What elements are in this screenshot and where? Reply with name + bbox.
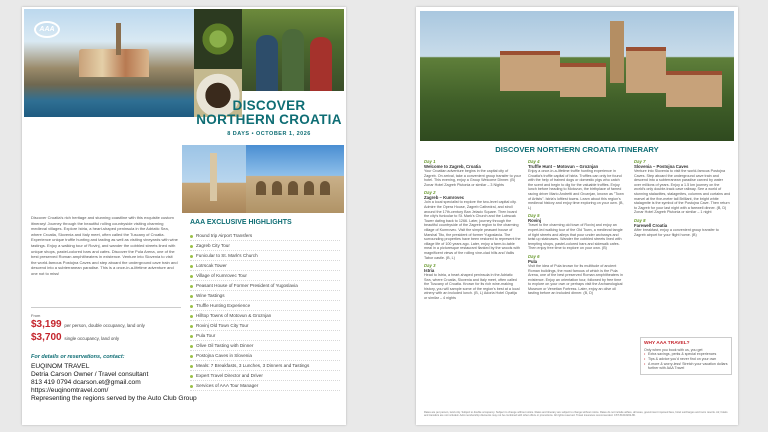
highlight-item: Rovinj Old Town City Tour (190, 321, 340, 331)
why-aaa-title: WHY AAA TRAVEL? (644, 341, 690, 346)
itinerary-column-1 (424, 159, 521, 304)
highlight-item: Services of AAA Tour Manager (190, 381, 340, 391)
highlight-item: Postojna Caves in Slovenia (190, 351, 340, 361)
highlight-item: Olive Oil Tasting with Dinner (190, 341, 340, 351)
itinerary-page (416, 7, 738, 425)
aaa-logo: AAA (34, 21, 60, 38)
highlight-item: Lotrscak Tower (190, 261, 340, 271)
contact-heading: For details or reservations, contact: (31, 354, 125, 360)
price-double: $3,199 per person, double occupancy, land only (31, 319, 145, 330)
highlight-item: Expert Travel Director and Driver (190, 371, 340, 381)
coastal-town-photo (24, 9, 194, 117)
building-shape (626, 47, 666, 93)
day-entry: Day 8 Farewell Croatia After breakfast, enjoy a convenient group transfer to Zagreb airport for your flight home. (B) (634, 217, 719, 237)
bell-tower-shape (116, 23, 121, 55)
hilltop-town-photo (420, 11, 734, 141)
price-box (31, 307, 181, 344)
highlight-item: Zagreb City Tour (190, 241, 340, 251)
highlight-item: Hilltop Towns of Motovun & Groznjan (190, 311, 340, 321)
arch-shape (288, 181, 298, 195)
why-aaa-item: • Extra savings, perks & special experiences (644, 352, 728, 357)
highlight-item: Round trip Airport Transfers (190, 231, 340, 241)
building-shape (500, 51, 560, 91)
olive-oil-photo (194, 9, 242, 69)
highlight-item: Peasant House of Former President of Yugoslavia (190, 281, 340, 291)
day-entry: Day 6 Pula Visit the idea of Pula known for its multitude of ancient Roman buildings, the most famous of which is the Pula Arena, one of the best preserved Roman amphitheaters in existence. Enjoy an orientation tour, followed by free time to explore on your own or perhaps visit the Archaeological Museum or Venetian Fortress. Later, enjoy an olive oil tasting before an included dinner. (B, D) (528, 253, 623, 296)
itinerary-title: DISCOVER NORTHERN CROATIA ITINERARY (495, 145, 659, 154)
intro-paragraph: Discover Croatia's rich heritage and stunning coastline with this exquisite custom itinerary! Journey through the beautiful rolling countryside visiting charming medieval villages. Explore Istria, a heart-shaped peninsula in the Adriatic Sea, where Croatia, Slovenia and Italy meet, often called the Tuscany of Croatia. Experience unique truffle hunting and tasting as well as visiting vineyards with wine tastings. Enjoy a walking tour of Rovinj, and wander the cobbled streets lined with unique shops, pastel-colored bars and cafes. Discover the Pula Arena, one of the best preserved Roman amphitheaters in existence. Venture into Slovenia to visit the world-famous Postojna Caves and step aboard the underground cave train and descend into a subterranean paradise. This is a once-in-a-lifetime adventure and one not to miss! (31, 215, 178, 276)
why-aaa-subtitle: Only when you book with us, you get (644, 348, 703, 352)
arch-shape (272, 181, 282, 195)
person-shape (256, 35, 278, 91)
highlights-heading: AAA EXCLUSIVE HIGHLIGHTS (190, 219, 292, 226)
highlight-item: Wine Tastings (190, 291, 340, 301)
highlights-list (190, 231, 340, 391)
agency-name: EUQINOM TRAVEL (31, 363, 90, 370)
brochure-page-front (22, 7, 346, 425)
arch-shape (320, 181, 330, 195)
arch-shape (256, 181, 266, 195)
building-shape (666, 71, 722, 107)
price-single: $3,700 single occupancy, land only (31, 332, 120, 343)
person-shape (310, 37, 332, 91)
agency-website-link[interactable]: https://euqinomtravel.com/ (31, 387, 109, 394)
agent-phone-email[interactable]: 813 419 0794 dcarson.et@gmail.com (31, 379, 141, 386)
person-shape (282, 29, 304, 91)
day-entry: Day 5 Rovinj Travel to the charming old town of Rovinj and enjoy an expert-led walking tour of the Old Town, a medieval tangle of tight streets and alleys that pour under archways and twist up staircases. Wander the cobbled streets lined with tempting shops, pastel-colored bars and sidewalk cafes. Then enjoy free time to explore on your own. (B) (528, 213, 623, 251)
day-entry: Day 2 Zagreb – Kumrovec Join a local specialist to explore the two-level capital city. Admire the Opera House, Zagreb Cathedral, and stroll around the 17th-century Ban Jelacic Square. Then board the city's funicular to St. Mark's Church and the Lotrscak Tower dating back to 1266. Later, journey through the beautiful countryside of the Zagreb region to the charming village of Kumrovec. Visit the simple peasant house of Marshal Tito, the president of former Yugoslavia. The surrounding properties have been restored to represent the village life of 100 years ago. Later, enjoy a farm-to-table meal in a picturesque restaurant flanked by the woods with magnificent views of the rolling vine-clad hills and Vallis Tabor castle. (B, L) (424, 190, 521, 260)
hero-title-block (194, 91, 344, 145)
why-aaa-travel-box (640, 337, 732, 375)
region-note: Representing the regions served by the Auto Club Group (31, 395, 197, 402)
building-shape (560, 63, 606, 97)
pula-arena-photo (246, 145, 344, 213)
spire-shape (210, 153, 217, 201)
highlight-item: Funicular to St. Mark's Church (190, 251, 340, 261)
tour-dates: 8 DAYS • OCTOBER 1, 2026 (227, 131, 311, 137)
day-entry: Day 7 Slovenia – Postojna Caves Venture into Slovenia to visit the world-famous Postojna Caves. Step aboard the underground cave train and descend into a subterranean paradise carved by water over millions of years. Enjoy a 1.5 km journey on the world's only double-track cave railway. See a world of stunning stalactites, stalagmites, columns and curtains and marvel at the five-meter tall Brilliant, the bright white stalagmite is the symbol of the Postojna Cave. Then return to Zagreb for your last night with a farewell dinner. (B, D) Zonar Hotel Zagreb Plutonia or similar – 1 night (634, 159, 731, 215)
brochure-title: DISCOVER NORTHERN CROATIA (196, 98, 342, 127)
day-entry: Day 1 Welcome to Zagreb, Croatia Your Croatian adventure begins in the capital city of Zagreb. On arrival, take a convenient group transfer to your hotel. This evening, enjoy a Group Welcome Dinner. (B) Zonar Hotel Zagreb Plutonia or similar – 3 Nights (424, 159, 521, 187)
arch-shape (304, 181, 314, 195)
travelers-photo (242, 9, 344, 91)
fine-print: Rates are per person, land only. Subject to double occupancy. Subject to change without notice. Rates and itinerary are subject to change without notice. Rates do not include airfare, all taxes, government imposed fees, hotel surcharges and room resorts. Air, hotels and transfers are not included. AAA membership discounts may not be combined with other offers or promotions. All rights reserved. Travel insurance recommended. CST #1016202-80. (424, 411, 728, 418)
bell-tower-shape (610, 21, 624, 83)
day-entry: Day 3 Istria Head to Istria, a heart-shaped peninsula in the Adriatic Sea, where Croatia, Slovenia and Italy meet, often called the Tuscany of Croatia. Known for its rich wine-making history, you will sample some of the region's best at a local winery with an included lunch. (B, L) Adoria Hotel Opatija or similar – 4 nights (424, 263, 520, 301)
town-shape (79, 49, 149, 77)
highlight-item: Village of Kumrovec Tour (190, 271, 340, 281)
agent-name: Detria Carson Owner / Travel consultant (31, 371, 149, 378)
church-photo (182, 145, 246, 213)
itinerary-column-3 (634, 159, 731, 240)
highlight-item: Truffle Hunting Experience (190, 301, 340, 311)
day-entry: Day 4 Truffle Hunt – Motovun – Groznjan Enjoy a once-in-a-lifetime truffle hunting experience in Croatia's truffle capital of Istria. Truffles can only be found with the help of trained dogs or domestic pigs who catch the scent and begin to dig for the valuable truffles. Enjoy lunch before heading to Motovun, the birthplace of famed racing driver Mario Andretti and Groznjan, known as "Town of Artists". Istria's loftiest towns. Learn about this region's medieval history and enjoy time exploring on your own. (B, L) (528, 159, 624, 210)
why-aaa-item: • Tips & advice you'd never find on your own (644, 357, 728, 362)
why-aaa-item: • A more & worry-less! Stretch your vacation dollars further with AAA Travel (644, 362, 728, 371)
why-aaa-list (644, 352, 728, 370)
itinerary-column-2 (528, 159, 625, 299)
highlight-item: Meals: 7 Breakfasts, 3 Lunches, 3 Dinners and Tastings (190, 361, 340, 371)
from-label: From (31, 313, 41, 318)
highlight-item: Pula Tour (190, 331, 340, 341)
